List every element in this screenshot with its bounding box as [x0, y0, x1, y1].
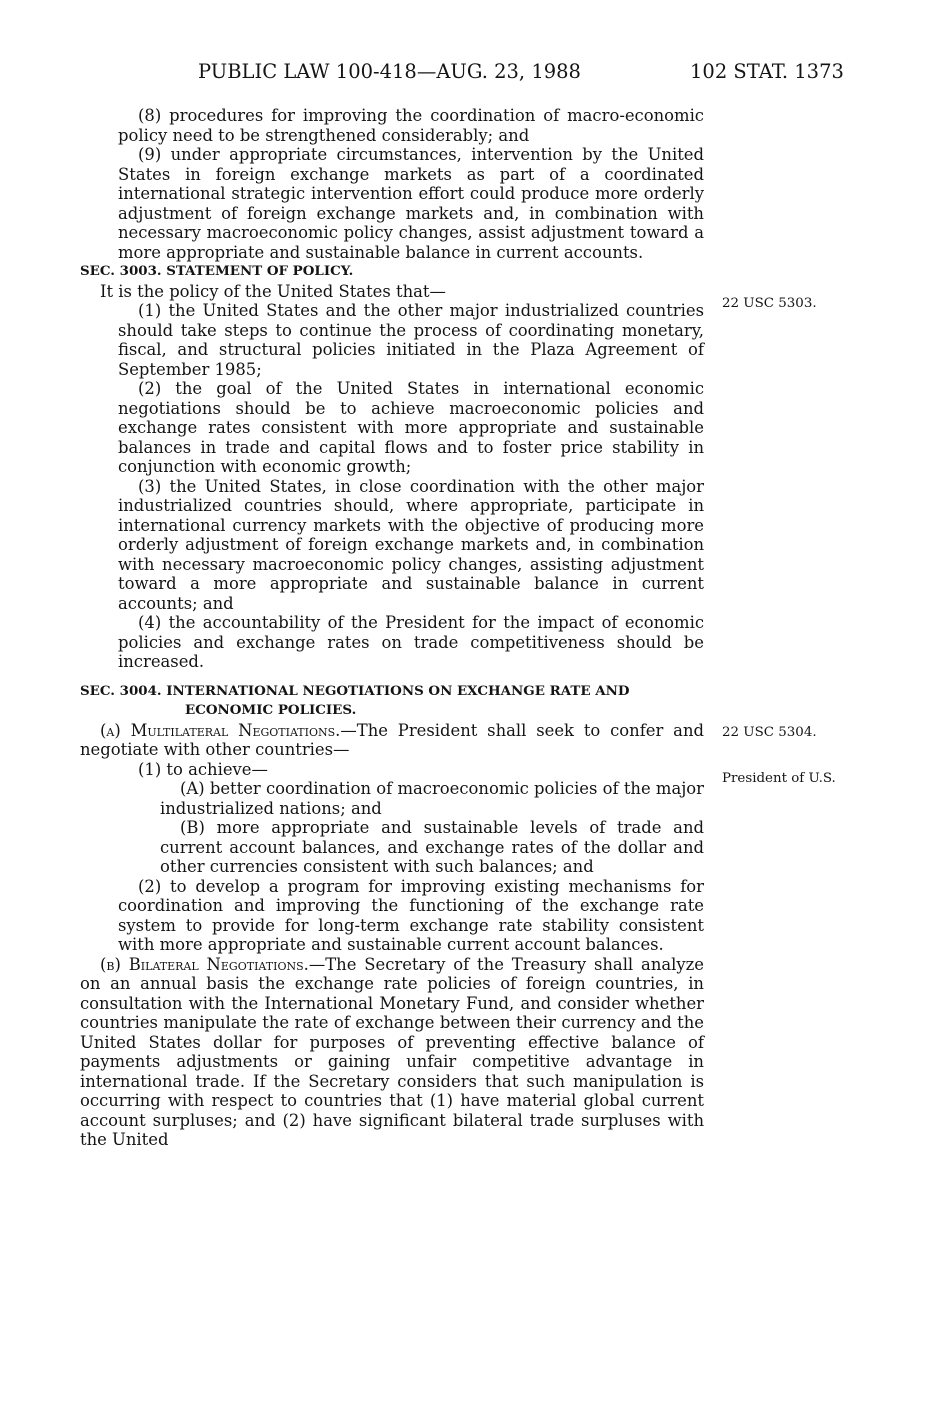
statute-page-number: 102 STAT. 1373 [690, 60, 844, 83]
running-header-title: PUBLIC LAW 100-418—AUG. 23, 1988 [198, 60, 581, 83]
subsection-a-1: (1) to achieve— [138, 759, 268, 779]
margin-note-usc-5304: 22 USC 5304. [722, 725, 817, 740]
policy-intro: It is the policy of the United States that— [100, 281, 446, 301]
finding-9: (9) under appropriate circumstances, intervention by the United States in foreign exchange markets as part of a coordinated international strategic intervention effort could produce more orderly adjustment of foreign exchange markets and, in combination with necessary macroeconomic policy changes, assist adjustment toward a more appropriate and sustainable balance in current accounts. [118, 145, 704, 262]
policy-1: (1) the United States and the other major industrialized countries should take steps to continue the process of coordinating monetary, fiscal, and structural policies initiated in the Plaza Agreement of September 1985; [118, 301, 704, 379]
subsection-a-label: (a) Multilateral Negotiations. [100, 720, 341, 740]
subsection-a-1-B: (B) more appropriate and sustainable levels of trade and current account balances, and exchange rates of the dollar and other currencies consistent with such balances; and [160, 818, 704, 876]
subsection-b-label: (b) Bilateral Negotiations. [100, 954, 309, 974]
policy-3: (3) the United States, in close coordination with the other major industrialized countries should, where appropriate, participate in international currency markets with the objective of producing more orderly adjustment of foreign exchange markets and, in combination with necessary macroeconomic policy changes, assisting adjustment toward a more appropriate and sustainable balance in current accounts; and [118, 476, 704, 613]
finding-8: (8) procedures for improving the coordination of macro-economic policy need to be strengthened considerably; and [118, 106, 704, 145]
subsection-b [80, 955, 704, 1150]
subsection-a [80, 721, 704, 760]
section-3003-heading: SEC. 3003. STATEMENT OF POLICY. [80, 263, 354, 279]
policy-2: (2) the goal of the United States in international economic negotiations should be to achieve macroeconomic policies and exchange rates consistent with more appropriate and sustainable balances in trade and capital flows and to foster price stability in conjunction with economic growth; [118, 379, 704, 476]
subsection-a-2: (2) to develop a program for improving existing mechanisms for coordination and improving the functioning of the exchange rate system to provide for long-term exchange rate stability consistent with more appropriate and sustainable current account balances. [118, 876, 704, 954]
section-3004-heading: SEC. 3004. INTERNATIONAL NEGOTIATIONS ON EXCHANGE RATE AND ECONOMIC POLICIES. [80, 682, 630, 718]
subsection-b-text: —The Secretary of the Treasury shall analyze on an annual basis the exchange rate policies of foreign countries, in consultation with the International Monetary Fund, and consider whether countries manipulate the rate of exchange between their currency and the United States dollar for purposes of preventing effective balance of payments adjustments or gaining unfair competitive advantage in international trade. If the Secretary considers that such manipulation is occurring with respect to countries that (1) have material global current account surpluses; and (2) have significant bilateral trade surpluses with the United [80, 954, 704, 1149]
margin-note-president: President of U.S. [722, 771, 836, 786]
main-text [80, 106, 704, 1150]
subsection-a-text: —The President shall seek to confer and negotiate with other countries— [80, 720, 704, 759]
subsection-a-1-A: (A) better coordination of macroeconomic policies of the major industrialized nations; and [160, 779, 704, 818]
margin-note-usc-5303: 22 USC 5303. [722, 296, 817, 311]
policy-4: (4) the accountability of the President for the impact of economic policies and exchange rates on trade competitiveness should be increased. [118, 613, 704, 671]
